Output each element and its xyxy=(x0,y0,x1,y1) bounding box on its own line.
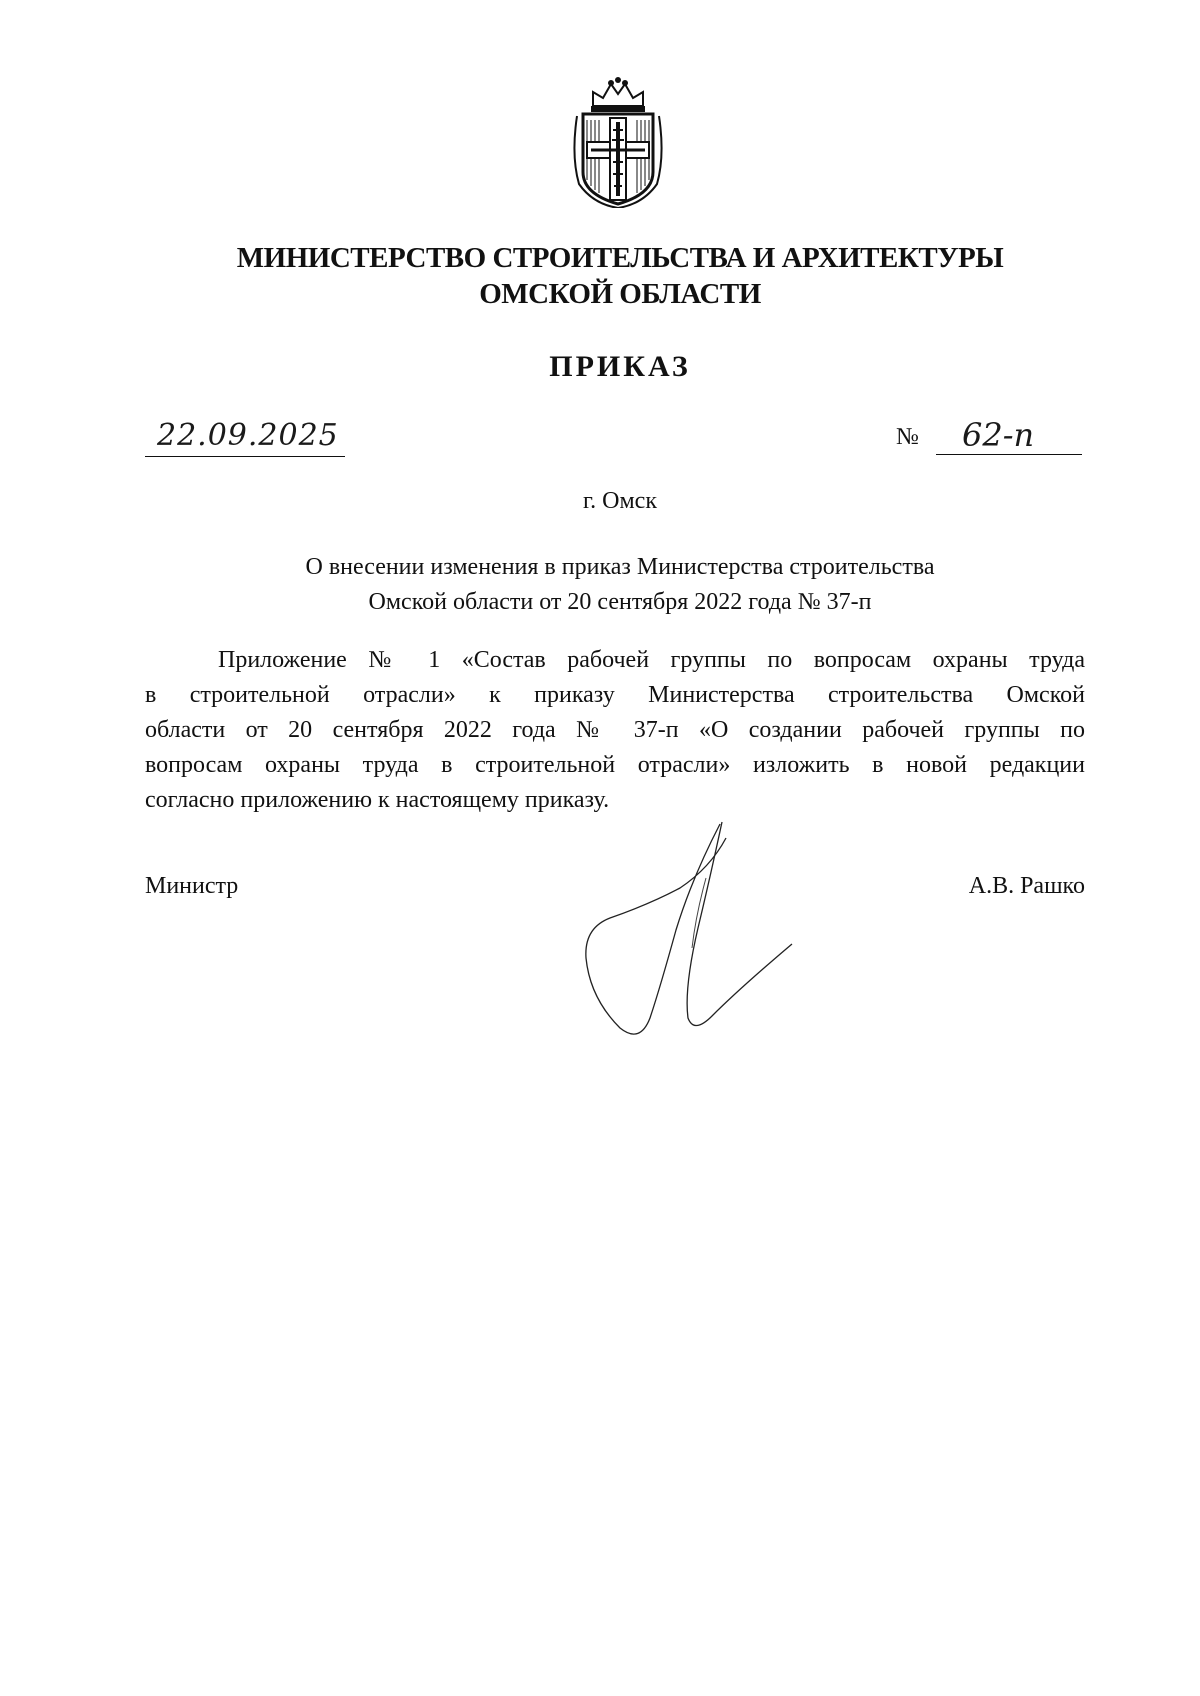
document-number-field xyxy=(936,416,1086,460)
document-number: 62-п xyxy=(962,416,1035,454)
signer-name: А.В. Рашко xyxy=(968,873,1085,899)
number-label: № xyxy=(896,424,919,450)
document-type-title: ПРИКАЗ xyxy=(549,350,691,383)
body-line-5: согласно приложению к настоящему приказу. xyxy=(145,787,610,813)
handwritten-signature xyxy=(580,818,820,1048)
ministry-name-line-1: МИНИСТЕРСТВО СТРОИТЕЛЬСТВА И АРХИТЕКТУРЫ xyxy=(236,242,1004,274)
number-underline xyxy=(936,454,1082,455)
body-line-4: вопросам охраны труда в строительной отрасли» изложить в новой редакции xyxy=(145,752,1085,778)
date-underline xyxy=(145,456,345,457)
body-line-1: Приложение № 1 «Состав рабочей группы по вопросам охраны труда xyxy=(218,647,1085,673)
body-line-2: в строительной отрасли» к приказу Министерства строительства Омской xyxy=(145,682,1085,708)
document-date: 22.09.2025 xyxy=(157,418,339,453)
body-line-3: области от 20 сентября 2022 года № 37-п «О создании рабочей группы по xyxy=(145,717,1085,743)
ministry-name-line-2: ОМСКОЙ ОБЛАСТИ xyxy=(479,278,761,310)
document-date-field xyxy=(145,418,345,462)
subject-line-1: О внесении изменения в приказ Министерства строительства xyxy=(305,554,935,580)
city: г. Омск xyxy=(583,488,657,514)
signer-position: Министр xyxy=(145,873,239,899)
subject-line-2: Омской области от 20 сентября 2022 года № 37-п xyxy=(368,589,872,615)
coat-of-arms-icon xyxy=(563,76,673,208)
